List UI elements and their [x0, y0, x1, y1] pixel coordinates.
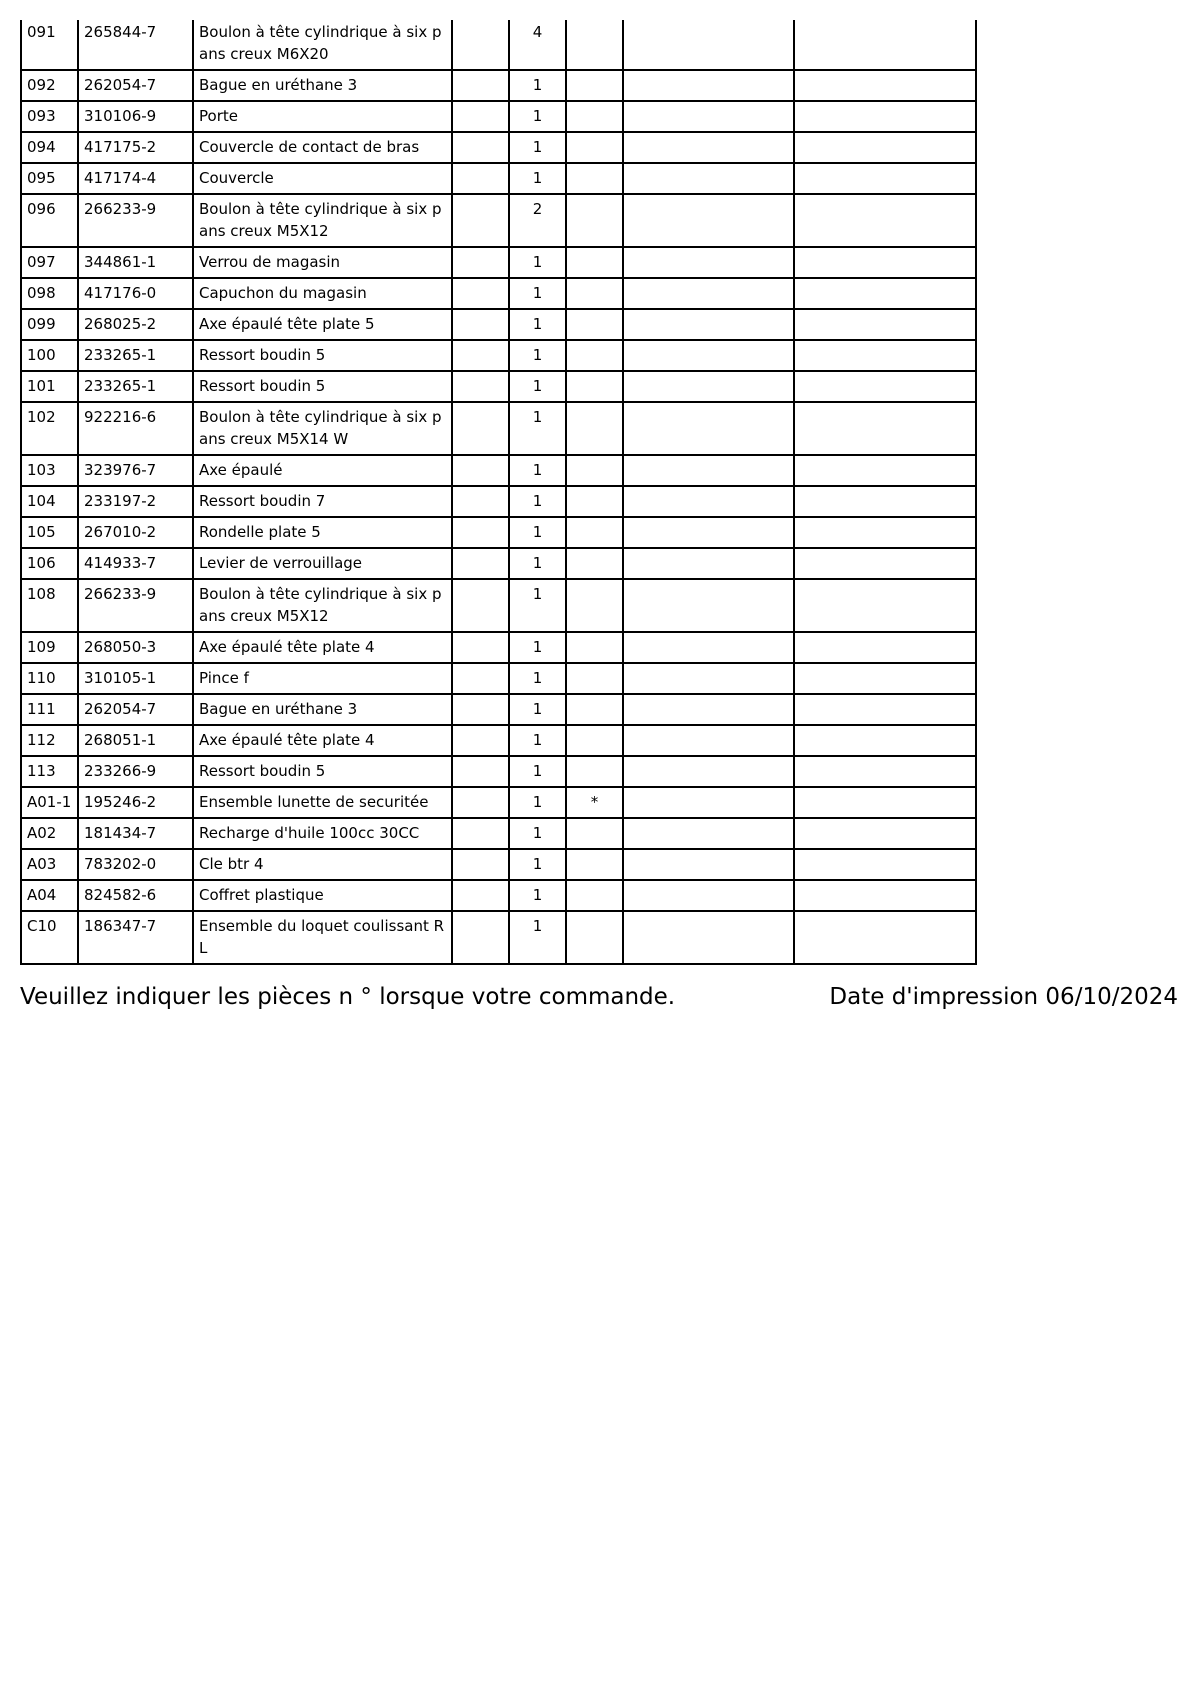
order-instruction-note: Veuillez indiquer les pièces n ° lorsque votre commande.	[20, 984, 676, 1010]
description-cell: Couvercle de contact de bras	[193, 132, 452, 163]
empty-cell	[623, 163, 794, 194]
quantity-cell: 1	[509, 163, 566, 194]
empty-cell	[794, 340, 976, 371]
table-row	[21, 787, 976, 818]
quantity-cell: 1	[509, 694, 566, 725]
empty-cell	[452, 756, 509, 787]
note-mark-cell	[566, 402, 623, 455]
empty-cell	[794, 880, 976, 911]
empty-cell	[794, 579, 976, 632]
reference-cell: 824582-6	[78, 880, 193, 911]
part-number-cell: 099	[21, 309, 78, 340]
description-cell: Bague en uréthane 3	[193, 70, 452, 101]
empty-cell	[794, 70, 976, 101]
reference-cell: 233265-1	[78, 371, 193, 402]
reference-cell: 310106-9	[78, 101, 193, 132]
quantity-cell: 1	[509, 756, 566, 787]
note-mark-cell	[566, 70, 623, 101]
note-mark-cell	[566, 194, 623, 247]
empty-cell	[794, 101, 976, 132]
empty-cell	[794, 194, 976, 247]
empty-cell	[452, 278, 509, 309]
table-row	[21, 880, 976, 911]
part-number-cell: 092	[21, 70, 78, 101]
table-row	[21, 20, 976, 70]
description-cell: Boulon à tête cylindrique à six pans creux M6X20	[193, 20, 452, 70]
empty-cell	[794, 663, 976, 694]
empty-cell	[623, 849, 794, 880]
empty-cell	[623, 20, 794, 70]
description-cell: Capuchon du magasin	[193, 278, 452, 309]
reference-cell: 267010-2	[78, 517, 193, 548]
empty-cell	[794, 632, 976, 663]
part-number-cell: 095	[21, 163, 78, 194]
part-number-cell: 096	[21, 194, 78, 247]
part-number-cell: 101	[21, 371, 78, 402]
table-row	[21, 517, 976, 548]
table-row	[21, 278, 976, 309]
empty-cell	[623, 911, 794, 964]
empty-cell	[623, 194, 794, 247]
quantity-cell: 1	[509, 340, 566, 371]
empty-cell	[794, 849, 976, 880]
empty-cell	[623, 517, 794, 548]
table-row	[21, 309, 976, 340]
table-row	[21, 247, 976, 278]
empty-cell	[623, 787, 794, 818]
part-number-cell: 103	[21, 455, 78, 486]
description-cell: Axe épaulé	[193, 455, 452, 486]
part-number-cell: 094	[21, 132, 78, 163]
part-number-cell: 091	[21, 20, 78, 70]
part-number-cell: 108	[21, 579, 78, 632]
empty-cell	[623, 663, 794, 694]
description-cell: Ressort boudin 5	[193, 340, 452, 371]
empty-cell	[794, 247, 976, 278]
parts-table-body	[21, 20, 976, 964]
quantity-cell: 1	[509, 663, 566, 694]
empty-cell	[452, 20, 509, 70]
empty-cell	[452, 818, 509, 849]
reference-cell: 266233-9	[78, 194, 193, 247]
empty-cell	[794, 309, 976, 340]
quantity-cell: 2	[509, 194, 566, 247]
table-row	[21, 818, 976, 849]
quantity-cell: 1	[509, 880, 566, 911]
description-cell: Levier de verrouillage	[193, 548, 452, 579]
table-row	[21, 340, 976, 371]
note-mark-cell	[566, 880, 623, 911]
empty-cell	[452, 517, 509, 548]
quantity-cell: 1	[509, 309, 566, 340]
empty-cell	[452, 309, 509, 340]
empty-cell	[623, 101, 794, 132]
quantity-cell: 1	[509, 455, 566, 486]
note-mark-cell	[566, 849, 623, 880]
quantity-cell: 1	[509, 911, 566, 964]
note-mark-cell	[566, 632, 623, 663]
quantity-cell: 1	[509, 818, 566, 849]
empty-cell	[452, 579, 509, 632]
empty-cell	[623, 455, 794, 486]
empty-cell	[623, 880, 794, 911]
empty-cell	[794, 163, 976, 194]
part-number-cell: 093	[21, 101, 78, 132]
part-number-cell: 097	[21, 247, 78, 278]
empty-cell	[452, 194, 509, 247]
reference-cell: 262054-7	[78, 694, 193, 725]
note-mark-cell	[566, 517, 623, 548]
description-cell: Ensemble du loquet coulissant R L	[193, 911, 452, 964]
empty-cell	[452, 911, 509, 964]
empty-cell	[794, 278, 976, 309]
reference-cell: 417175-2	[78, 132, 193, 163]
description-cell: Ressort boudin 7	[193, 486, 452, 517]
empty-cell	[794, 548, 976, 579]
empty-cell	[623, 694, 794, 725]
description-cell: Cle btr 4	[193, 849, 452, 880]
table-row	[21, 725, 976, 756]
description-cell: Boulon à tête cylindrique à six pans creux M5X12	[193, 579, 452, 632]
part-number-cell: C10	[21, 911, 78, 964]
note-mark-cell	[566, 101, 623, 132]
reference-cell: 922216-6	[78, 402, 193, 455]
description-cell: Porte	[193, 101, 452, 132]
table-row	[21, 756, 976, 787]
note-mark-cell	[566, 911, 623, 964]
empty-cell	[623, 340, 794, 371]
empty-cell	[452, 247, 509, 278]
quantity-cell: 1	[509, 725, 566, 756]
empty-cell	[623, 725, 794, 756]
empty-cell	[794, 694, 976, 725]
note-mark-cell	[566, 132, 623, 163]
empty-cell	[452, 101, 509, 132]
reference-cell: 417176-0	[78, 278, 193, 309]
note-mark-cell	[566, 725, 623, 756]
part-number-cell: 105	[21, 517, 78, 548]
reference-cell: 181434-7	[78, 818, 193, 849]
description-cell: Couvercle	[193, 163, 452, 194]
part-number-cell: A01-1	[21, 787, 78, 818]
note-mark-cell	[566, 486, 623, 517]
empty-cell	[623, 579, 794, 632]
quantity-cell: 1	[509, 402, 566, 455]
empty-cell	[452, 163, 509, 194]
note-mark-cell	[566, 756, 623, 787]
empty-cell	[452, 402, 509, 455]
empty-cell	[794, 486, 976, 517]
empty-cell	[794, 20, 976, 70]
empty-cell	[452, 455, 509, 486]
part-number-cell: 104	[21, 486, 78, 517]
quantity-cell: 1	[509, 548, 566, 579]
note-mark-cell	[566, 278, 623, 309]
table-row	[21, 163, 976, 194]
note-mark-cell	[566, 163, 623, 194]
table-row	[21, 101, 976, 132]
description-cell: Ressort boudin 5	[193, 371, 452, 402]
reference-cell: 262054-7	[78, 70, 193, 101]
description-cell: Verrou de magasin	[193, 247, 452, 278]
empty-cell	[794, 132, 976, 163]
parts-table	[20, 20, 977, 965]
description-cell: Pince f	[193, 663, 452, 694]
empty-cell	[794, 402, 976, 455]
reference-cell: 268051-1	[78, 725, 193, 756]
part-number-cell: 109	[21, 632, 78, 663]
empty-cell	[623, 371, 794, 402]
empty-cell	[452, 725, 509, 756]
empty-cell	[452, 132, 509, 163]
empty-cell	[452, 849, 509, 880]
part-number-cell: 098	[21, 278, 78, 309]
quantity-cell: 1	[509, 579, 566, 632]
reference-cell: 233197-2	[78, 486, 193, 517]
quantity-cell: 1	[509, 849, 566, 880]
part-number-cell: 111	[21, 694, 78, 725]
table-row	[21, 632, 976, 663]
table-row	[21, 548, 976, 579]
empty-cell	[794, 911, 976, 964]
table-row	[21, 371, 976, 402]
table-row	[21, 911, 976, 964]
print-date: Date d'impression 06/10/2024	[829, 984, 1178, 1010]
description-cell: Axe épaulé tête plate 5	[193, 309, 452, 340]
note-mark-cell	[566, 309, 623, 340]
empty-cell	[452, 663, 509, 694]
description-cell: Recharge d'huile 100cc 30CC	[193, 818, 452, 849]
description-cell: Ensemble lunette de securitée	[193, 787, 452, 818]
reference-cell: 265844-7	[78, 20, 193, 70]
description-cell: Coffret plastique	[193, 880, 452, 911]
empty-cell	[452, 371, 509, 402]
quantity-cell: 1	[509, 101, 566, 132]
reference-cell: 233265-1	[78, 340, 193, 371]
table-row	[21, 486, 976, 517]
reference-cell: 266233-9	[78, 579, 193, 632]
empty-cell	[452, 632, 509, 663]
table-row	[21, 194, 976, 247]
empty-cell	[452, 70, 509, 101]
quantity-cell: 1	[509, 247, 566, 278]
quantity-cell: 1	[509, 787, 566, 818]
quantity-cell: 4	[509, 20, 566, 70]
reference-cell: 417174-4	[78, 163, 193, 194]
part-number-cell: 110	[21, 663, 78, 694]
reference-cell: 414933-7	[78, 548, 193, 579]
part-number-cell: 113	[21, 756, 78, 787]
empty-cell	[623, 70, 794, 101]
empty-cell	[623, 402, 794, 455]
table-row	[21, 694, 976, 725]
empty-cell	[452, 787, 509, 818]
part-number-cell: 100	[21, 340, 78, 371]
quantity-cell: 1	[509, 486, 566, 517]
table-row	[21, 455, 976, 486]
empty-cell	[623, 132, 794, 163]
quantity-cell: 1	[509, 132, 566, 163]
empty-cell	[623, 486, 794, 517]
empty-cell	[623, 309, 794, 340]
table-row	[21, 579, 976, 632]
note-mark-cell	[566, 694, 623, 725]
empty-cell	[794, 725, 976, 756]
quantity-cell: 1	[509, 517, 566, 548]
quantity-cell: 1	[509, 632, 566, 663]
empty-cell	[794, 517, 976, 548]
empty-cell	[452, 340, 509, 371]
note-mark-cell	[566, 579, 623, 632]
table-row	[21, 849, 976, 880]
note-mark-cell	[566, 247, 623, 278]
description-cell: Axe épaulé tête plate 4	[193, 632, 452, 663]
note-mark-cell	[566, 818, 623, 849]
empty-cell	[623, 632, 794, 663]
empty-cell	[452, 548, 509, 579]
empty-cell	[452, 880, 509, 911]
note-mark-cell	[566, 548, 623, 579]
part-number-cell: A02	[21, 818, 78, 849]
part-number-cell: 112	[21, 725, 78, 756]
quantity-cell: 1	[509, 371, 566, 402]
part-number-cell: 106	[21, 548, 78, 579]
note-mark-cell: *	[566, 787, 623, 818]
reference-cell: 186347-7	[78, 911, 193, 964]
description-cell: Ressort boudin 5	[193, 756, 452, 787]
reference-cell: 783202-0	[78, 849, 193, 880]
empty-cell	[794, 818, 976, 849]
table-row	[21, 402, 976, 455]
reference-cell: 195246-2	[78, 787, 193, 818]
empty-cell	[623, 818, 794, 849]
table-row	[21, 70, 976, 101]
empty-cell	[794, 371, 976, 402]
empty-cell	[794, 455, 976, 486]
quantity-cell: 1	[509, 70, 566, 101]
description-cell: Axe épaulé tête plate 4	[193, 725, 452, 756]
description-cell: Boulon à tête cylindrique à six pans creux M5X14 W	[193, 402, 452, 455]
reference-cell: 310105-1	[78, 663, 193, 694]
part-number-cell: 102	[21, 402, 78, 455]
reference-cell: 323976-7	[78, 455, 193, 486]
reference-cell: 268050-3	[78, 632, 193, 663]
empty-cell	[623, 756, 794, 787]
empty-cell	[623, 548, 794, 579]
description-cell: Rondelle plate 5	[193, 517, 452, 548]
description-cell: Bague en uréthane 3	[193, 694, 452, 725]
reference-cell: 268025-2	[78, 309, 193, 340]
reference-cell: 233266-9	[78, 756, 193, 787]
note-mark-cell	[566, 663, 623, 694]
empty-cell	[452, 486, 509, 517]
empty-cell	[794, 787, 976, 818]
note-mark-cell	[566, 371, 623, 402]
note-mark-cell	[566, 20, 623, 70]
empty-cell	[794, 756, 976, 787]
empty-cell	[452, 694, 509, 725]
reference-cell: 344861-1	[78, 247, 193, 278]
empty-cell	[623, 278, 794, 309]
empty-cell	[623, 247, 794, 278]
description-cell: Boulon à tête cylindrique à six pans creux M5X12	[193, 194, 452, 247]
table-row	[21, 663, 976, 694]
part-number-cell: A04	[21, 880, 78, 911]
note-mark-cell	[566, 455, 623, 486]
table-row	[21, 132, 976, 163]
quantity-cell: 1	[509, 278, 566, 309]
part-number-cell: A03	[21, 849, 78, 880]
note-mark-cell	[566, 340, 623, 371]
